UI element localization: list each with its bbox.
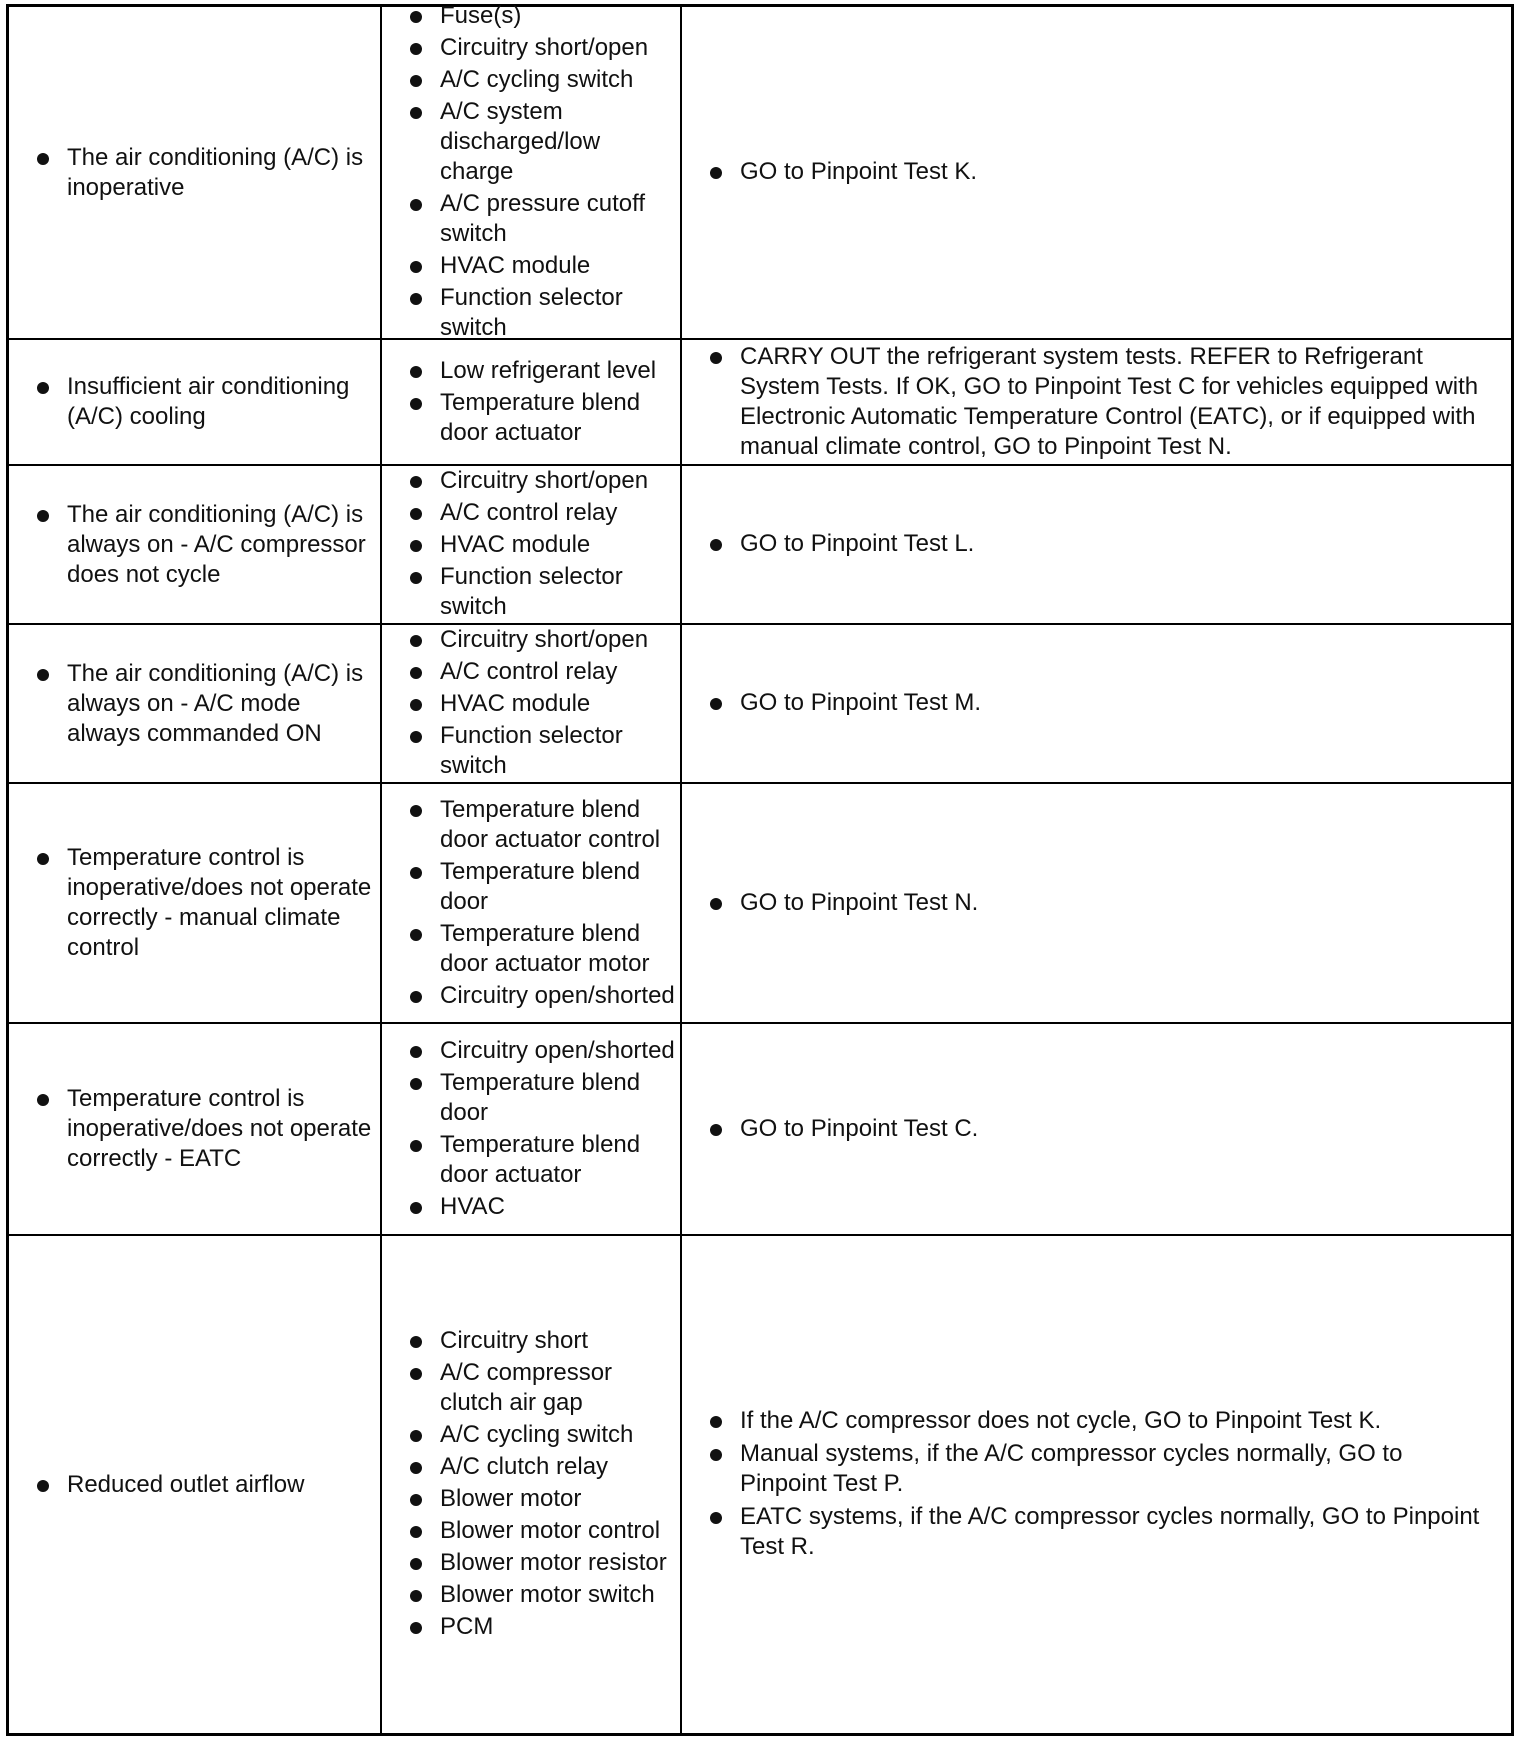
source-item: A/C compressor clutch air gap xyxy=(406,1358,676,1418)
action-cell xyxy=(682,784,1511,1022)
bullet-icon xyxy=(410,635,422,647)
sources-cell xyxy=(380,1236,682,1733)
bullet-icon xyxy=(37,1094,49,1106)
sources-cell xyxy=(380,2,682,341)
table-row xyxy=(9,784,1511,1024)
source-item: Blower motor switch xyxy=(406,1580,676,1610)
condition-item: Insufficient air conditioning (A/C) cooling xyxy=(33,372,374,432)
table-row xyxy=(9,625,1511,784)
bullet-icon xyxy=(710,898,722,910)
condition-item: Reduced outlet airflow xyxy=(33,1470,374,1500)
source-item: Blower motor control xyxy=(406,1516,676,1546)
bullet-icon xyxy=(410,667,422,679)
source-item: HVAC module xyxy=(406,530,676,560)
bullet-icon xyxy=(410,508,422,520)
bullet-icon xyxy=(37,853,49,865)
bullet-icon xyxy=(410,699,422,711)
bullet-icon xyxy=(710,1416,722,1428)
action-item: GO to Pinpoint Test L. xyxy=(706,529,1487,559)
source-item: Blower motor resistor xyxy=(406,1548,676,1578)
condition-cell xyxy=(9,784,380,1022)
source-item: Function selector switch xyxy=(406,283,676,343)
condition-item: Temperature control is inoperative/does not operate correctly - manual climate control xyxy=(33,843,374,963)
source-item: A/C control relay xyxy=(406,498,676,528)
action-item: CARRY OUT the refrigerant system tests. REFER to Refrigerant System Tests. If OK, GO to Pinpoint Test C for vehicles equipped with Electronic Automatic Temperature Control (EATC), or if equipped with manual climate control, GO to Pinpoint Test N. xyxy=(706,342,1487,462)
bullet-icon xyxy=(710,352,722,364)
action-item: GO to Pinpoint Test M. xyxy=(706,688,1487,718)
table-row xyxy=(9,466,1511,625)
bullet-icon xyxy=(410,805,422,817)
action-item: GO to Pinpoint Test N. xyxy=(706,888,1487,918)
table-row xyxy=(9,1236,1511,1733)
source-item: Temperature blend door actuator motor xyxy=(406,919,676,979)
bullet-icon xyxy=(410,1368,422,1380)
bullet-icon xyxy=(710,1512,722,1524)
sources-cell xyxy=(380,466,682,623)
sources-cell xyxy=(380,784,682,1022)
source-item: Circuitry short xyxy=(406,1326,676,1356)
source-item: Function selector switch xyxy=(406,562,676,622)
condition-cell xyxy=(9,1024,380,1234)
bullet-icon xyxy=(37,669,49,681)
source-item: Temperature blend door actuator control xyxy=(406,795,676,855)
source-item: A/C control relay xyxy=(406,657,676,687)
condition-cell xyxy=(9,466,380,623)
sources-cell xyxy=(380,1024,682,1234)
table-row xyxy=(9,1024,1511,1236)
action-item: EATC systems, if the A/C compressor cycles normally, GO to Pinpoint Test R. xyxy=(706,1502,1487,1562)
bullet-icon xyxy=(410,1494,422,1506)
source-item: Circuitry open/shorted xyxy=(406,981,676,1011)
bullet-icon xyxy=(37,382,49,394)
bullet-icon xyxy=(710,539,722,551)
bullet-icon xyxy=(410,540,422,552)
source-item: Temperature blend door actuator xyxy=(406,388,676,448)
bullet-icon xyxy=(410,867,422,879)
bullet-icon xyxy=(410,1202,422,1214)
bullet-icon xyxy=(410,1622,422,1634)
action-cell xyxy=(682,466,1511,623)
condition-cell xyxy=(9,7,380,338)
condition-cell xyxy=(9,340,380,464)
source-item: Temperature blend door xyxy=(406,857,676,917)
bullet-icon xyxy=(410,1336,422,1348)
condition-item: Temperature control is inoperative/does not operate correctly - EATC xyxy=(33,1084,374,1174)
bullet-icon xyxy=(410,1430,422,1442)
action-item: If the A/C compressor does not cycle, GO to Pinpoint Test K. xyxy=(706,1406,1487,1436)
action-cell xyxy=(682,625,1511,782)
bullet-icon xyxy=(410,929,422,941)
source-item: Circuitry open/shorted xyxy=(406,1036,676,1066)
condition-item: The air conditioning (A/C) is always on - A/C compressor does not cycle xyxy=(33,500,374,590)
bullet-icon xyxy=(710,698,722,710)
source-item: Circuitry short/open xyxy=(406,466,676,496)
table-row xyxy=(9,340,1511,466)
source-item: Fuse(s) xyxy=(406,1,676,31)
source-item: Circuitry short/open xyxy=(406,33,676,63)
source-item: HVAC module xyxy=(406,689,676,719)
action-cell xyxy=(682,1236,1511,1733)
bullet-icon xyxy=(710,1449,722,1461)
bullet-icon xyxy=(37,1480,49,1492)
bullet-icon xyxy=(410,1078,422,1090)
source-item: Temperature blend door xyxy=(406,1068,676,1128)
bullet-icon xyxy=(710,167,722,179)
action-cell xyxy=(682,1024,1511,1234)
source-item: Blower motor xyxy=(406,1484,676,1514)
bullet-icon xyxy=(37,510,49,522)
source-item: PCM xyxy=(406,1612,676,1642)
source-item: HVAC module xyxy=(406,251,676,281)
action-cell xyxy=(682,340,1511,464)
bullet-icon xyxy=(410,1526,422,1538)
bullet-icon xyxy=(410,293,422,305)
condition-item: The air conditioning (A/C) is always on - A/C mode always commanded ON xyxy=(33,659,374,749)
bullet-icon xyxy=(410,991,422,1003)
source-item: HVAC xyxy=(406,1192,676,1222)
source-item: A/C pressure cutoff switch xyxy=(406,189,676,249)
bullet-icon xyxy=(410,1462,422,1474)
bullet-icon xyxy=(410,107,422,119)
symptom-chart-table xyxy=(6,4,1514,1736)
bullet-icon xyxy=(410,1140,422,1152)
bullet-icon xyxy=(410,731,422,743)
source-item: A/C cycling switch xyxy=(406,1420,676,1450)
bullet-icon xyxy=(410,398,422,410)
bullet-icon xyxy=(410,75,422,87)
action-item: Manual systems, if the A/C compressor cycles normally, GO to Pinpoint Test P. xyxy=(706,1439,1487,1499)
action-cell xyxy=(682,7,1511,338)
bullet-icon xyxy=(410,476,422,488)
bullet-icon xyxy=(410,1046,422,1058)
sources-cell xyxy=(380,625,682,782)
sources-cell xyxy=(380,340,682,464)
bullet-icon xyxy=(410,572,422,584)
source-item: Temperature blend door actuator xyxy=(406,1130,676,1190)
bullet-icon xyxy=(410,11,422,23)
bullet-icon xyxy=(410,199,422,211)
action-item: GO to Pinpoint Test C. xyxy=(706,1114,1487,1144)
bullet-icon xyxy=(410,1558,422,1570)
bullet-icon xyxy=(410,43,422,55)
bullet-icon xyxy=(410,261,422,273)
bullet-icon xyxy=(410,366,422,378)
source-item: Low refrigerant level xyxy=(406,356,676,386)
source-item: A/C system discharged/low charge xyxy=(406,97,676,187)
source-item: Circuitry short/open xyxy=(406,625,676,655)
source-item: A/C cycling switch xyxy=(406,65,676,95)
condition-cell xyxy=(9,1236,380,1733)
source-item: Function selector switch xyxy=(406,721,676,781)
bullet-icon xyxy=(37,153,49,165)
condition-cell xyxy=(9,625,380,782)
bullet-icon xyxy=(410,1590,422,1602)
bullet-icon xyxy=(710,1124,722,1136)
action-item: GO to Pinpoint Test K. xyxy=(706,157,1487,187)
source-item: A/C clutch relay xyxy=(406,1452,676,1482)
condition-item: The air conditioning (A/C) is inoperative xyxy=(33,143,374,203)
table-row xyxy=(9,2,1511,341)
